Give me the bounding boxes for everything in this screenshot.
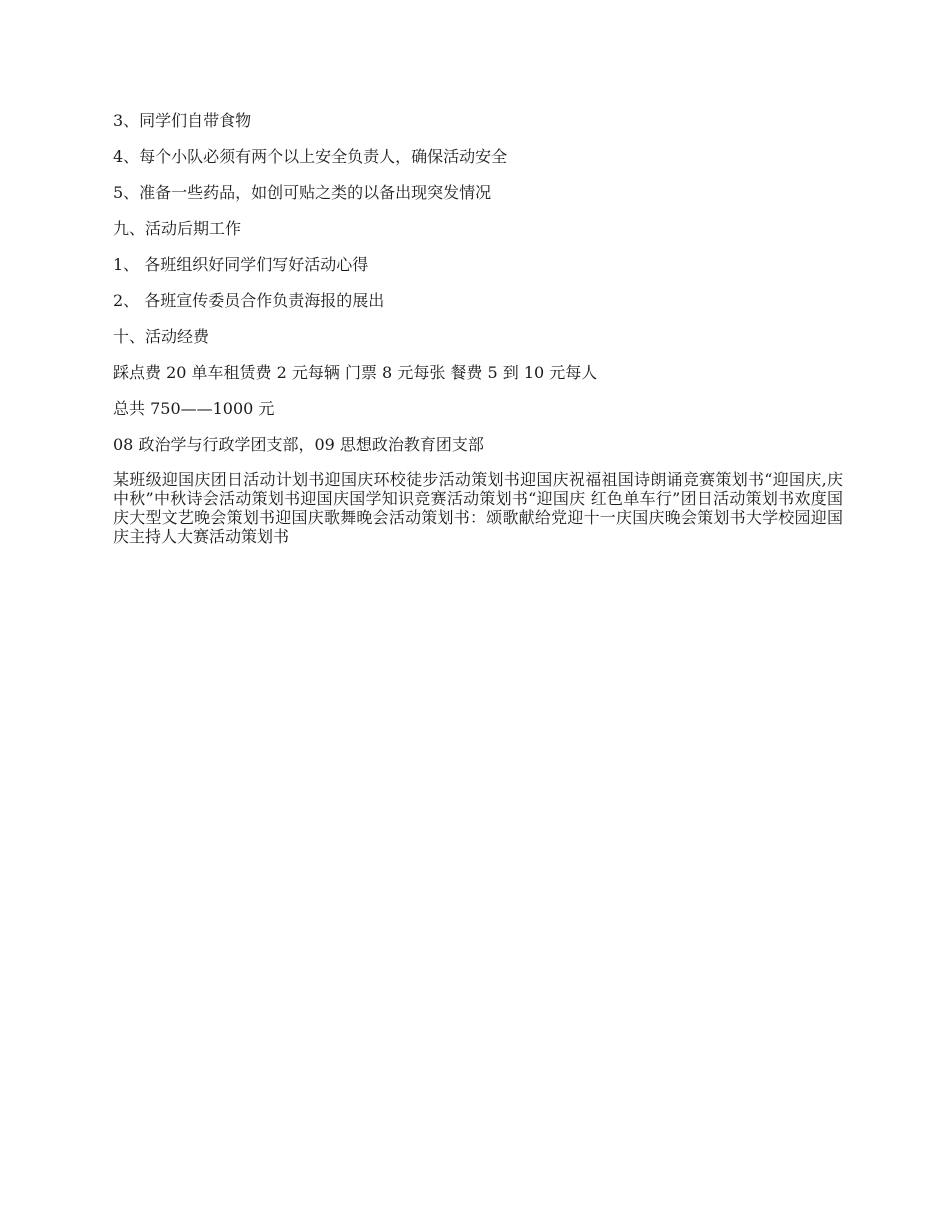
list-item-safety-leaders: 4、每个小队必须有两个以上安全负责人，确保活动安全 <box>113 147 508 166</box>
budget-total: 总共 750——1000 元 <box>113 399 275 418</box>
list-item-write-reflections: 1、 各班组织好同学们写好活动心得 <box>113 255 369 274</box>
section-heading-budget: 十、活动经费 <box>113 327 210 346</box>
list-item-medicine: 5、准备一些药品，如创可贴之类的以备出现突发情况 <box>113 183 492 202</box>
document-body <box>113 110 843 546</box>
related-titles-paragraph: 某班级迎国庆团日活动计划书迎国庆环校徒步活动策划书迎国庆祝福祖国诗朗诵竞赛策划书“迎国庆,庆中秋”中秋诗会活动策划书迎国庆国学知识竞赛活动策划书“迎国庆 红色单车行”团日活动策划书欢度国庆大型文艺晚会策划书迎国庆歌舞晚会活动策划书：颂歌献给党迎十一庆国庆晚会策划书大学校园迎国庆主持人大赛活动策划书 <box>113 470 843 546</box>
section-heading-post-activity: 九、活动后期工作 <box>113 219 242 238</box>
organizer-line: 08 政治学与行政学团支部，09 思想政治教育团支部 <box>113 435 484 454</box>
budget-breakdown: 踩点费 20 单车租赁费 2 元每辆 门票 8 元每张 餐费 5 到 10 元每人 <box>113 363 598 382</box>
list-item-bring-food: 3、同学们自带食物 <box>113 111 252 130</box>
list-item-poster-display: 2、 各班宣传委员合作负责海报的展出 <box>113 291 385 310</box>
